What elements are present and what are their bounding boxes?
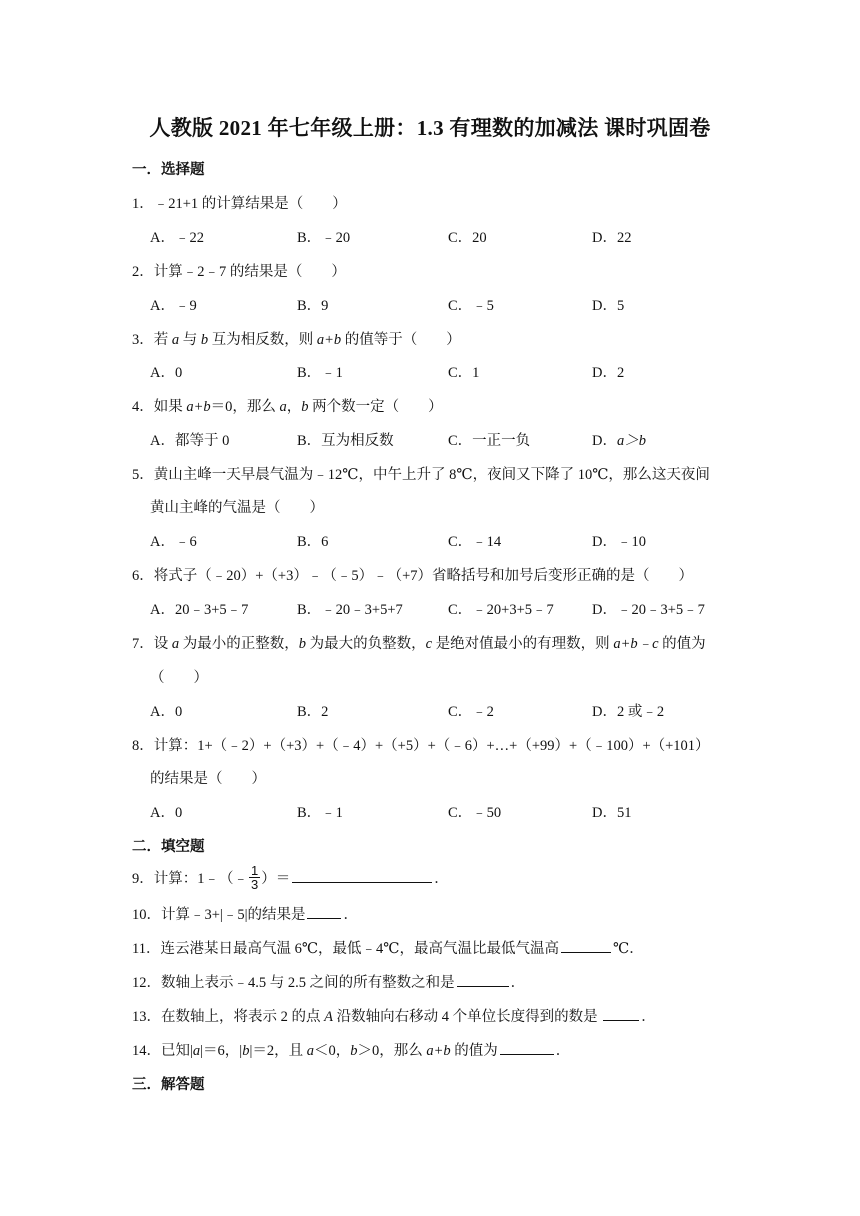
option-a: A．﹣9 — [150, 298, 197, 314]
option-d: D．a＞b — [592, 433, 646, 449]
question-4-options — [150, 429, 750, 451]
question-3: 3．若 a 与 b 互为相反数，则 a+b 的值等于（ ） — [132, 332, 461, 348]
option-d: D．5 — [592, 298, 625, 314]
option-d: D．2 或﹣2 — [592, 704, 665, 720]
section-choice: 一．选择题 — [132, 162, 205, 178]
option-d: D．22 — [592, 230, 632, 246]
answer-blank[interactable] — [307, 904, 341, 919]
option-b: B．﹣20﹣3+5+7 — [297, 602, 403, 618]
question-2: 2．计算﹣2﹣7 的结果是（ ） — [132, 264, 346, 280]
question-8-options — [150, 801, 750, 823]
question-1-options — [150, 226, 750, 248]
option-c: C．﹣20+3+5﹣7 — [448, 602, 554, 618]
option-c: C．﹣5 — [448, 298, 494, 314]
option-c: C．﹣14 — [448, 534, 502, 550]
option-c: C．﹣2 — [448, 704, 494, 720]
option-a: A．20﹣3+5﹣7 — [150, 602, 249, 618]
option-a: A．0 — [150, 805, 183, 821]
option-d: D．﹣20﹣3+5﹣7 — [592, 602, 705, 618]
option-a: A．都等于 0 — [150, 433, 230, 449]
option-b: B．﹣1 — [297, 805, 343, 821]
question-2-options — [150, 294, 750, 316]
answer-blank[interactable] — [603, 1006, 639, 1021]
option-d: D．2 — [592, 365, 625, 381]
option-a: A．0 — [150, 704, 183, 720]
answer-blank[interactable] — [292, 868, 432, 883]
question-6-options — [150, 598, 750, 620]
option-b: B．﹣1 — [297, 365, 343, 381]
question-6: 6．将式子（﹣20）+（+3）﹣（﹣5）﹣（+7）省略括号和加号后变形正确的是（ ） — [132, 568, 694, 584]
page-title: 人教版 2021 年七年级上册：1.3 有理数的加减法 课时巩固卷 — [149, 116, 711, 140]
question-13: 13．在数轴上，将表示 2 的点 A 沿数轴向右移动 4 个单位长度得到的数是 ． — [132, 1005, 656, 1026]
answer-blank[interactable] — [457, 972, 509, 987]
question-5: 5．黄山主峰一天早晨气温为﹣12℃，中午上升了 8℃，夜间又下降了 10℃，那么这天夜间 — [132, 467, 710, 483]
option-b: B．6 — [297, 534, 329, 550]
section-solve: 三．解答题 — [132, 1077, 205, 1093]
option-a: A．0 — [150, 365, 183, 381]
fraction: $\frac{1}{3}$ — [251, 863, 259, 892]
question-8: 8．计算：1+（﹣2）+（+3）+（﹣4）+（+5）+（﹣6）+…+（+99）+（﹣100）+（+101） — [132, 738, 710, 754]
option-b: B．2 — [297, 704, 329, 720]
question-7-cont: （ ） — [150, 670, 208, 686]
question-8-cont: 的结果是（ ） — [150, 771, 266, 787]
question-5-cont: 黄山主峰的气温是（ ） — [150, 500, 324, 516]
question-1: 1．﹣21+1 的计算结果是（ ） — [132, 196, 347, 212]
option-b: B．﹣20 — [297, 230, 351, 246]
option-a: A．﹣22 — [150, 230, 204, 246]
option-c: C．20 — [448, 230, 487, 246]
option-b: B．互为相反数 — [297, 433, 394, 449]
question-11: 11．连云港某日最高气温 6℃，最低﹣4℃，最高气温比最低气温高 ℃． — [132, 937, 644, 958]
question-4: 4．如果 a+b＝0，那么 a，b 两个数一定（ ） — [132, 399, 443, 415]
option-c: C．﹣50 — [448, 805, 502, 821]
option-d: D．﹣10 — [592, 534, 646, 550]
question-9: 9．计算：1﹣（﹣ $\frac{1}{3}$ ）＝ ． — [132, 863, 449, 892]
question-7: 7．设 a 为最小的正整数，b 为最大的负整数，c 是绝对值最小的有理数，则 a+b﹣c 的值为 — [132, 636, 706, 652]
option-b: B．9 — [297, 298, 329, 314]
option-c: C．1 — [448, 365, 480, 381]
question-7-options — [150, 700, 750, 722]
section-fill-blank: 二．填空题 — [132, 839, 205, 855]
question-12: 12．数轴上表示﹣4.5 与 2.5 之间的所有整数之和是 ． — [132, 971, 525, 992]
option-a: A．﹣6 — [150, 534, 197, 550]
option-d: D．51 — [592, 805, 632, 821]
answer-blank[interactable] — [500, 1040, 554, 1055]
question-10: 10．计算﹣3+|﹣5|的结果是 ． — [132, 903, 358, 924]
option-c: C．一正一负 — [448, 433, 531, 449]
question-3-options — [150, 361, 750, 383]
question-14: 14．已知|a|＝6，|b|＝2，且 a＜0，b＞0，那么 a+b 的值为 ． — [132, 1039, 570, 1060]
question-5-options — [150, 530, 750, 552]
answer-blank[interactable] — [561, 938, 611, 953]
